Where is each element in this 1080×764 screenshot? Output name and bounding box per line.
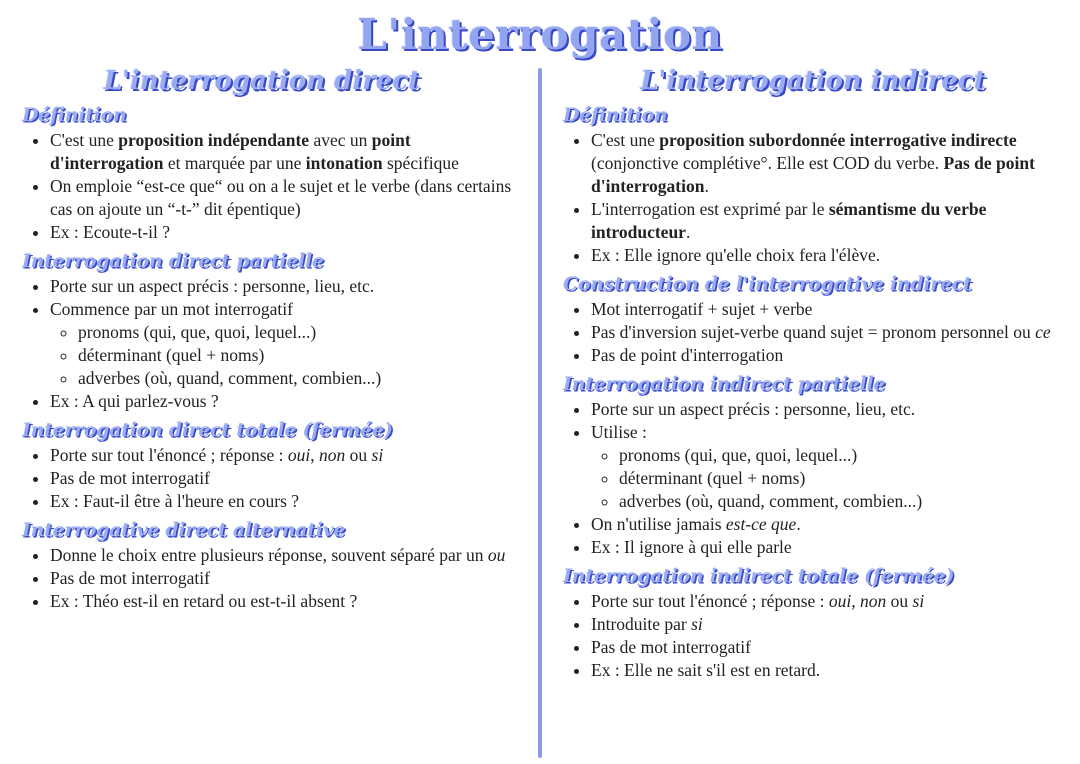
- direct-alternative-list: [22, 544, 522, 613]
- list-item: • On emploie “est-ce que“ ou on a le sujet et le verbe (dans certains cas on ajoute un “-t-” dit épentique): [50, 175, 522, 221]
- sub-list: [591, 444, 1063, 513]
- indirect-totale-list: [563, 590, 1063, 682]
- indirect-definition-heading: Définition: [563, 104, 668, 126]
- indirect-partielle-list: [563, 398, 1063, 559]
- sub-item: ◦ pronoms (qui, que, quoi, lequel...): [78, 321, 522, 344]
- sub-item: ◦ déterminant (quel + noms): [619, 467, 1063, 490]
- direct-totale-heading: Interrogation direct totale (fermée): [22, 419, 393, 441]
- sub-item: ◦ pronoms (qui, que, quoi, lequel...): [619, 444, 1063, 467]
- list-item: • Mot interrogatif + sujet + verbe: [591, 298, 1063, 321]
- direct-definition-list: [22, 129, 522, 244]
- direct-totale-list: [22, 444, 522, 513]
- direct-column: [22, 68, 522, 621]
- list-item: • Porte sur un aspect précis : personne, lieu, etc.: [50, 275, 522, 298]
- list-item: • Ex : A qui parlez-vous ?: [50, 390, 522, 413]
- indirect-heading: L'interrogation indirect: [640, 66, 986, 96]
- direct-heading: L'interrogation direct: [103, 66, 421, 96]
- direct-partielle-list: [22, 275, 522, 413]
- list-item: • Ex : Elle ignore qu'elle choix fera l'élève.: [591, 244, 1063, 267]
- list-item: • Commence par un mot interrogatif ◦ pronoms (qui, que, quoi, lequel...) ◦ déterminant (quel + noms) ◦ adverbes (où, quand, comment, combien...): [50, 298, 522, 390]
- sub-list: [50, 321, 522, 390]
- direct-definition-heading: Définition: [22, 104, 127, 126]
- list-item: • Porte sur tout l'énoncé ; réponse : oui, non ou si: [591, 590, 1063, 613]
- list-item: • Pas de mot interrogatif: [50, 567, 522, 590]
- list-item: • Utilise : ◦ pronoms (qui, que, quoi, lequel...) ◦ déterminant (quel + noms) ◦ adverbes (où, quand, comment, combien...): [591, 421, 1063, 513]
- list-item: • Ex : Elle ne sait s'il est en retard.: [591, 659, 1063, 682]
- list-item: • Donne le choix entre plusieurs réponse, souvent séparé par un ou: [50, 544, 522, 567]
- list-item: • Introduite par si: [591, 613, 1063, 636]
- direct-alternative-heading: Interrogative direct alternative: [22, 519, 346, 541]
- list-item: • C'est une proposition indépendante avec un point d'interrogation et marquée par une intonation spécifique: [50, 129, 522, 175]
- sub-item: ◦ adverbes (où, quand, comment, combien...): [78, 367, 522, 390]
- list-item: • L'interrogation est exprimé par le sémantisme du verbe introducteur.: [591, 198, 1063, 244]
- list-item: • Ex : Théo est-il en retard ou est-t-il absent ?: [50, 590, 522, 613]
- list-item: • Pas de mot interrogatif: [50, 467, 522, 490]
- sub-item: ◦ adverbes (où, quand, comment, combien...): [619, 490, 1063, 513]
- list-item: • Ex : Faut-il être à l'heure en cours ?: [50, 490, 522, 513]
- direct-partielle-heading: Interrogation direct partielle: [22, 250, 324, 272]
- page-title: L'interrogation: [357, 10, 723, 59]
- list-item: • Pas de point d'interrogation: [591, 344, 1063, 367]
- list-item: • Pas d'inversion sujet-verbe quand sujet = pronom personnel ou ce: [591, 321, 1063, 344]
- indirect-construction-list: [563, 298, 1063, 367]
- list-item: • Ex : Il ignore à qui elle parle: [591, 536, 1063, 559]
- column-divider: [538, 68, 542, 758]
- indirect-partielle-heading: Interrogation indirect partielle: [563, 373, 886, 395]
- list-item: • On n'utilise jamais est-ce que.: [591, 513, 1063, 536]
- list-item: • Porte sur tout l'énoncé ; réponse : oui, non ou si: [50, 444, 522, 467]
- indirect-construction-heading: Construction de l'interrogative indirect: [563, 273, 972, 295]
- indirect-definition-list: [563, 129, 1063, 267]
- sub-item: ◦ déterminant (quel + noms): [78, 344, 522, 367]
- list-item: • Porte sur un aspect précis : personne, lieu, etc.: [591, 398, 1063, 421]
- list-item: • Ex : Ecoute-t-il ?: [50, 221, 522, 244]
- list-item: • C'est une proposition subordonnée interrogative indirecte (conjonctive complétive°. Elle est COD du verbe. Pas de point d'interrogation.: [591, 129, 1063, 198]
- indirect-column: [563, 68, 1063, 690]
- list-item: • Pas de mot interrogatif: [591, 636, 1063, 659]
- indirect-totale-heading: Interrogation indirect totale (fermée): [563, 565, 955, 587]
